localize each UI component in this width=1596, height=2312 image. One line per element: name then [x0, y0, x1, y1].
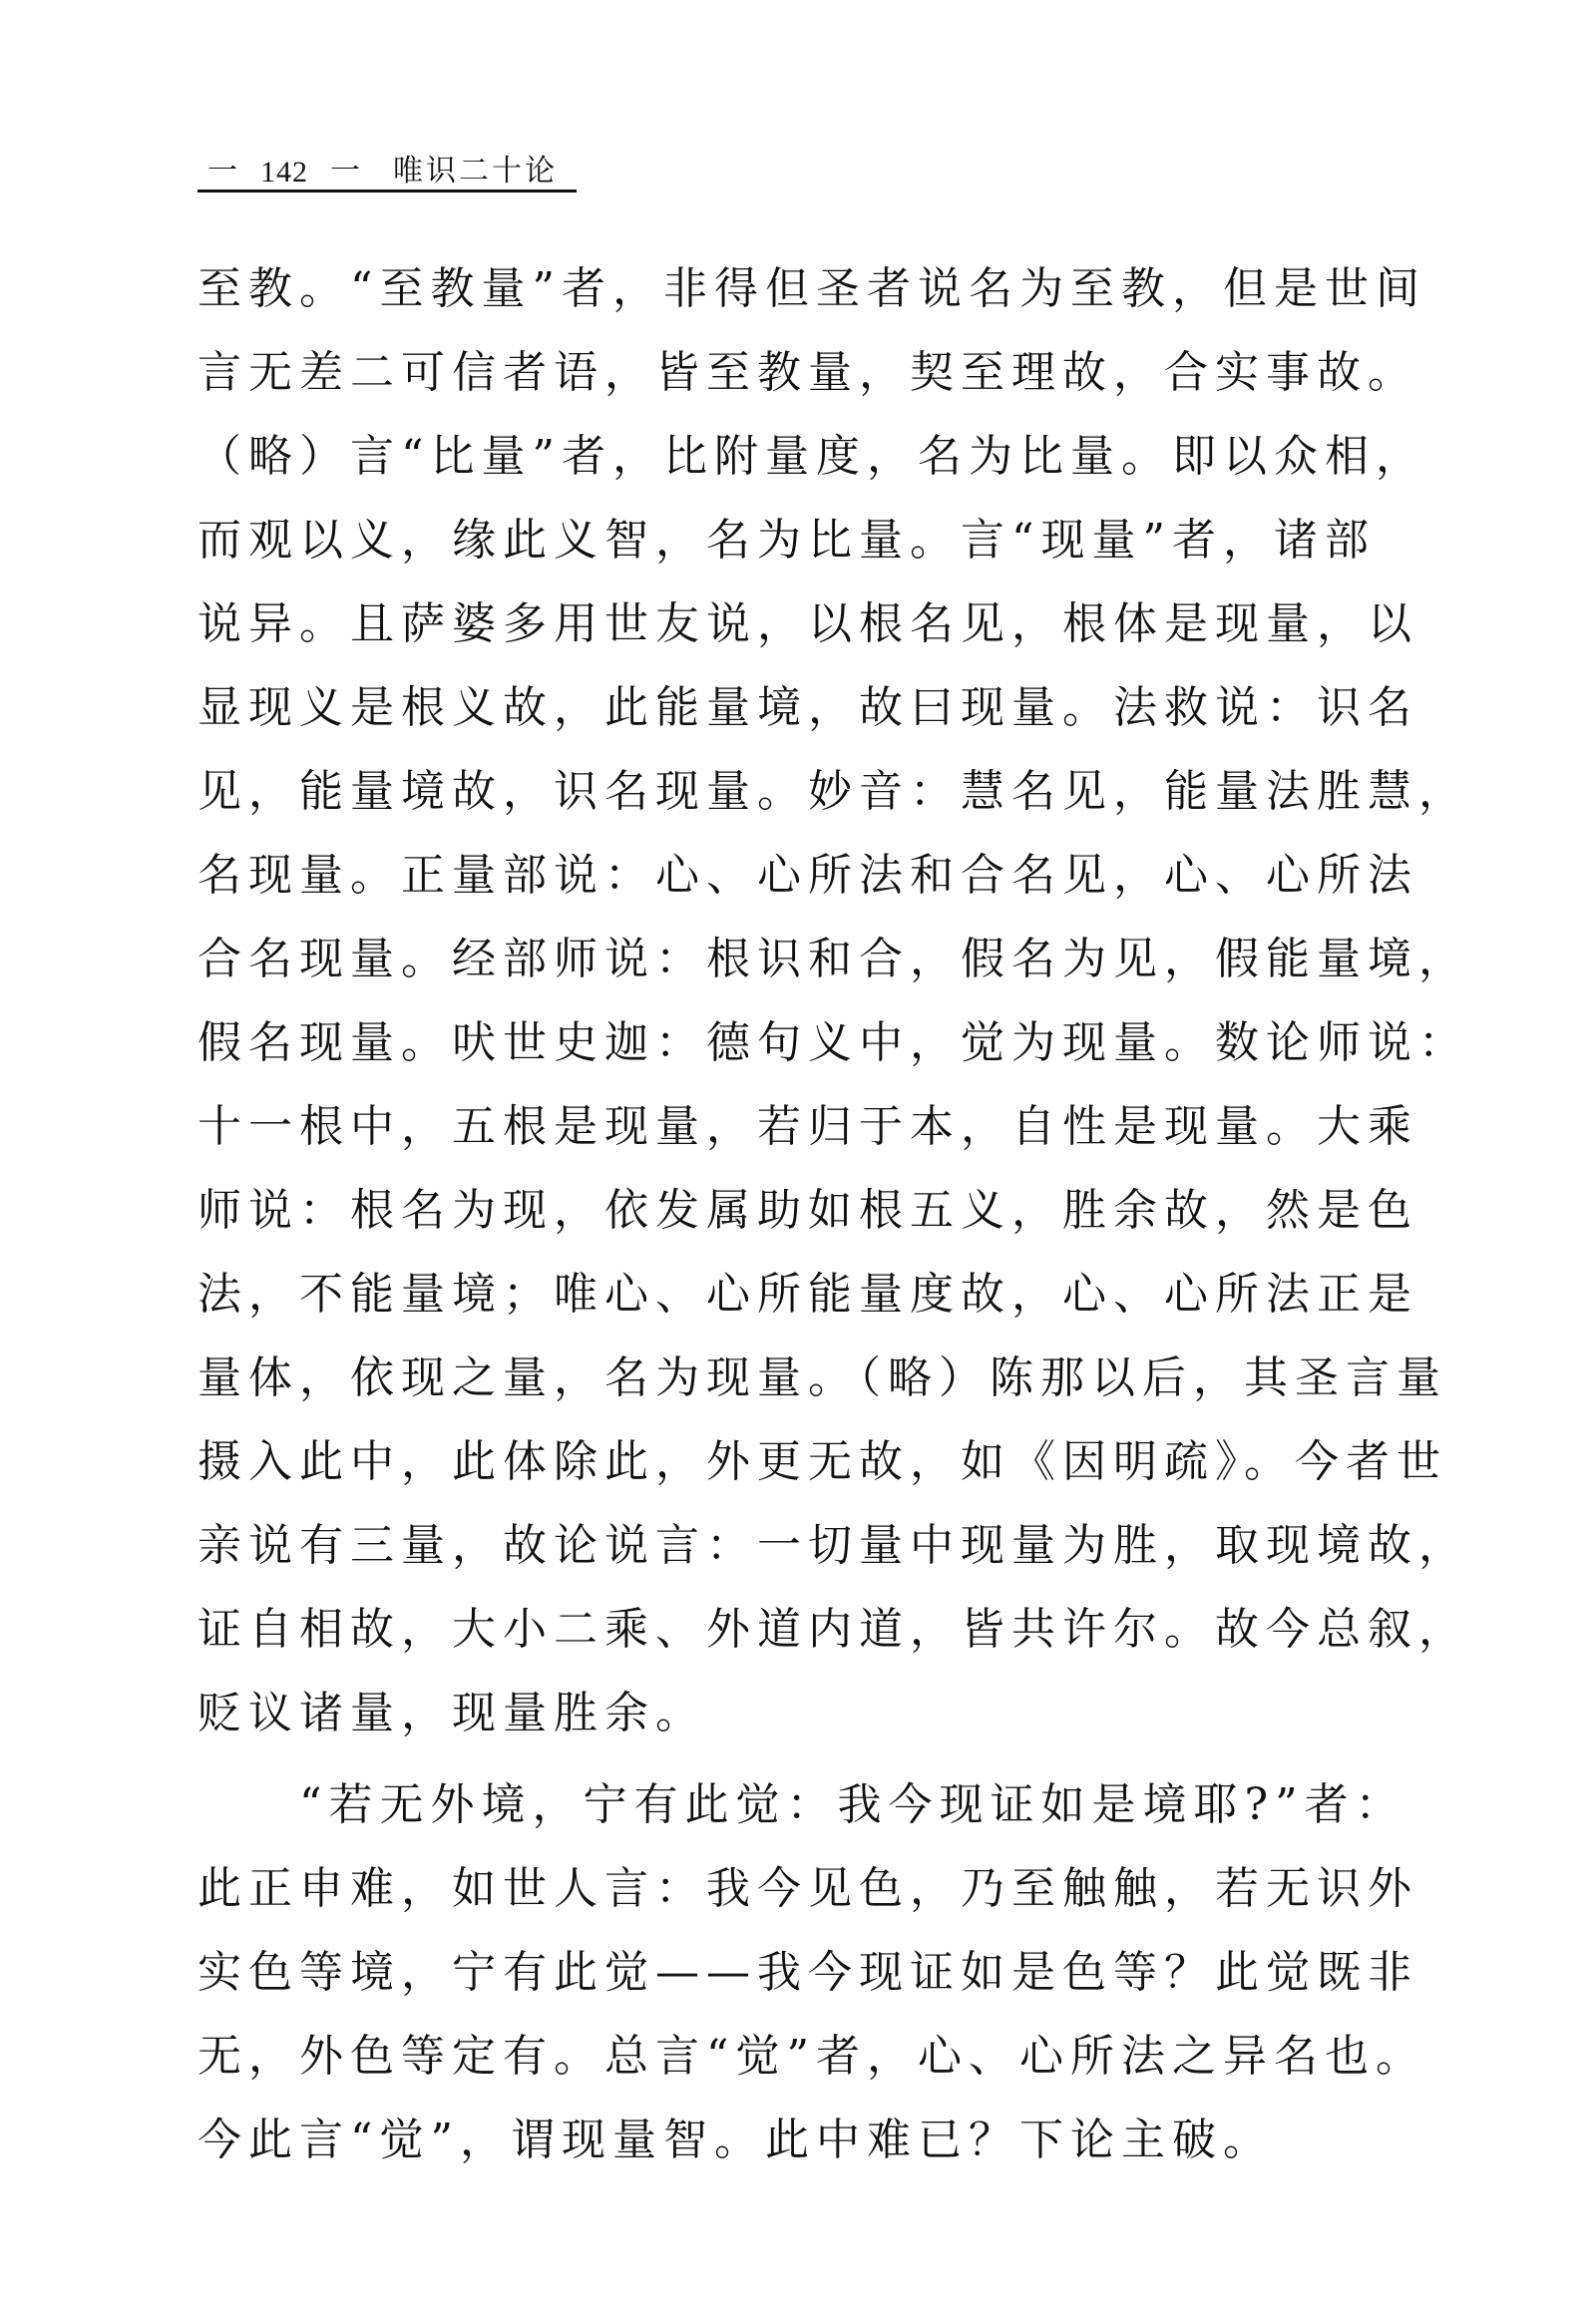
- text-line: 假名现量。吠世史迦：德句义中，觉为现量。数论师说：: [198, 1017, 1469, 1068]
- text-line: 师说：根名为现，依发属助如根五义，胜余故，然是色: [198, 1185, 1418, 1236]
- text-line: 见，能量境故，识名现量。妙音：慧名见，能量法胜慧，: [198, 766, 1469, 817]
- text-line: 至教。“至教量”者，非得但圣者说名为至教，但是世间: [198, 263, 1426, 314]
- running-header: [198, 140, 558, 190]
- paragraph-gap: [198, 1755, 1424, 1763]
- body-text: [198, 247, 1469, 2182]
- paragraph-2: [198, 1763, 1424, 2182]
- text-line: 摄入此中，此体除此，外更无故，如《因明疏》。今者世: [198, 1436, 1447, 1487]
- text-line: 实色等境，宁有此觉——我今现证如是色等？此觉既非: [198, 1947, 1418, 1998]
- text-line: 说异。且萨婆多用世友说，以根名见，根体是现量，以: [198, 598, 1418, 649]
- text-line: 此正申难，如世人言：我今见色，乃至触触，若无识外: [198, 1863, 1418, 1914]
- page-number: 142: [260, 156, 308, 189]
- text-line: 亲说有三量，故论说言：一切量中现量为胜，取现境故，: [198, 1520, 1469, 1571]
- header-rule: [198, 190, 577, 193]
- text-line: “若无外境，宁有此觉：我今现证如是境耶?”者：: [198, 1779, 1406, 1830]
- header-dash-left: 一: [207, 154, 238, 189]
- header-dash-right: 一: [330, 154, 361, 189]
- text-line: 言无差二可信者语，皆至教量，契至理故，合实事故。: [198, 347, 1418, 398]
- text-line: 无，外色等定有。总言“觉”者，心、心所法之异名也。: [198, 2031, 1426, 2082]
- text-line: 证自相故，大小二乘、外道内道，皆共许尔。故今总叙，: [198, 1604, 1469, 1655]
- text-line: 合名现量。经部师说：根识和合，假名为见，假能量境，: [198, 934, 1469, 984]
- book-title: 唯识二十论: [393, 154, 558, 189]
- text-line: 名现量。正量部说：心、心所法和合名见，心、心所法: [198, 850, 1418, 901]
- text-line: 量体，依现之量，名为现量。（略）陈那以后，其圣言量: [198, 1352, 1447, 1403]
- text-line: 贬议诸量，现量胜余。: [198, 1688, 706, 1738]
- paragraph-1: [198, 247, 1469, 1755]
- text-line: 法，不能量境；唯心、心所能量度故，心、心所法正是: [198, 1269, 1418, 1320]
- text-line: 显现义是根义故，此能量境，故曰现量。法救说：识名: [198, 682, 1418, 733]
- text-line: 而观以义，缘此义智，名为比量。言“现量”者，诸部: [198, 515, 1376, 566]
- text-line: 今此言“觉”，谓现量智。此中难已？下论主破。: [198, 2115, 1274, 2165]
- text-line: 十一根中，五根是现量，若归于本，自性是现量。大乘: [198, 1101, 1418, 1152]
- text-line: （略）言“比量”者，比附量度，名为比量。即以众相，: [198, 431, 1426, 482]
